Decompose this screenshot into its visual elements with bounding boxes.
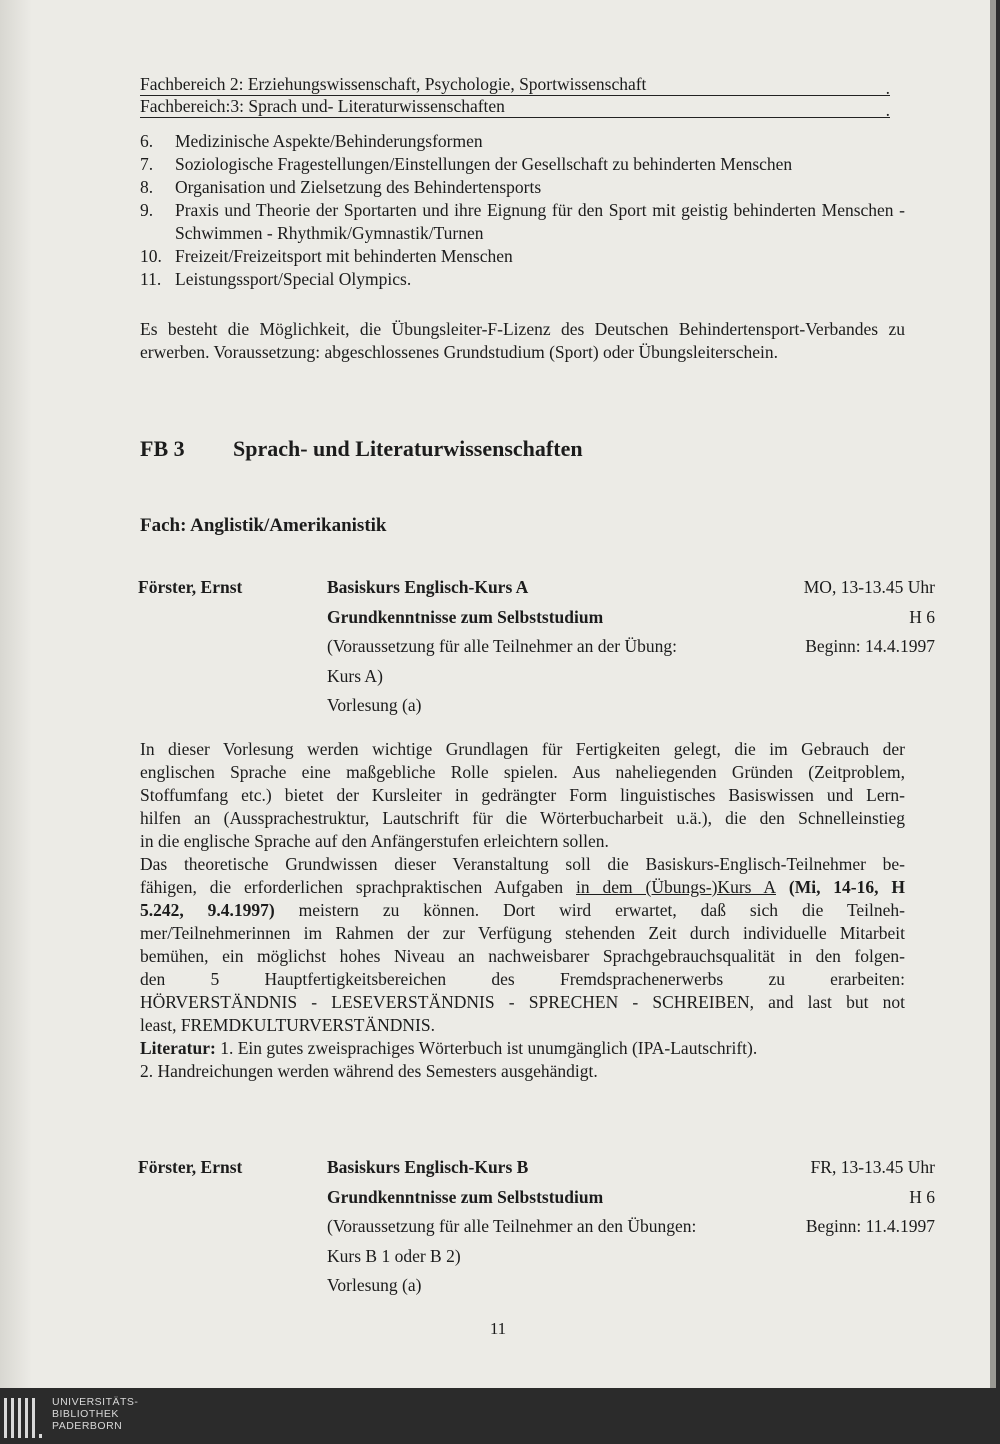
header-faculty-2 [140,73,890,96]
logo-line: UNIVERSITÄTS- [52,1396,139,1408]
list-item [140,245,905,268]
course-lecturer: Förster, Ernst [138,1157,243,1177]
course-start-date: Beginn: 14.4.1997 [805,636,935,656]
description-line: bemühen, ein möglichst hohes Niveau an nachweisbarer Sprachgebrauchsqualität in den folgen- [140,946,905,966]
list-item [140,199,905,245]
description-underlined: in dem (Übungs-)Kurs A [576,877,776,897]
list-text: Praxis und Theorie der Sportarten und ihre Eignung für den Sport mit geistig behinderten Menschen - Schwimmen - Rhythmik/Gymnastik/Turnen [175,200,905,243]
list-number: 9. [140,200,154,220]
page-number: 11 [489,1319,507,1338]
header-line-1-text: Fachbereich 2: Erziehungswissenschaft, Psychologie, Sportwissenschaft [140,74,647,94]
description-text: meistern zu können. Dort wird erwartet, daß sich die Teilneh- [274,900,906,920]
description-line: Das theoretische Grundwissen dieser Veranstaltung soll die Basiskurs-Englisch-Teilnehmer be- [140,854,905,874]
literature-line [140,1037,905,1060]
header-line-2-text: Fachbereich:3: Sprach und- Literaturwissenschaften [140,96,505,116]
uebungsleiter-paragraph: Es besteht die Möglichkeit, die Übungsleiter-F-Lizenz des Deutschen Behindertensport-Verbandes zu erwerben. Voraussetzung: abgeschlossenes Grundstudium (Sport) oder Übungsleiterschein. [140,319,905,362]
course-title: Basiskurs Englisch-Kurs A [327,577,529,597]
section-heading [140,436,583,462]
description-line: den 5 Hauptfertigkeitsbereichen des Fremdsprachenerwerbs zu erarbeiten: [140,969,905,989]
header-end-mark: . [885,100,890,120]
list-text: Soziologische Fragestellungen/Einstellungen der Gesellschaft zu behinderten Menschen [175,154,793,174]
literature-item: 1. Ein gutes zweisprachiges Wörterbuch ist unumgänglich (IPA-Lautschrift). [215,1038,758,1058]
course-room: H 6 [909,1186,935,1207]
course-prerequisite-cont: Kurs A) [327,665,383,686]
page-spine-shadow [0,0,32,1388]
list-item [140,176,905,199]
description-line: in die englische Sprache auf den Anfängerstufen erleichtern sollen. [140,831,609,851]
course-time: FR, 13-13.45 Uhr [810,1157,935,1177]
literature-label: Literatur: [140,1038,216,1058]
description-line: mer/Teilnehmerinnen im Rahmen der zur Verfügung stehenden Zeit durch individuelle Mitarbeit [140,923,905,943]
course-time: MO, 13-13.45 Uhr [803,577,935,597]
page-edge [990,0,996,1388]
description-line: In dieser Vorlesung werden wichtige Grundlagen für Fertigkeiten gelegt, die im Gebrauch der [140,739,905,759]
description-line: hilfen an (Aussprachestruktur, Lautschrift für die Wörterbucharbeit u.ä.), die den Schnelleinstieg [140,808,905,828]
list-text: Leistungssport/Special Olympics. [175,269,412,289]
course-description [140,738,905,1083]
section-title: Sprach- und Literaturwissenschaften [233,436,583,461]
description-bold: 5.242, 9.4.1997) [140,900,275,920]
course-type: Vorlesung (a) [327,1275,422,1295]
description-line: englischen Sprache eine maßgebliche Rolle spielen. Aus naheliegenden Gründen (Zeitproblem, [140,762,905,782]
section-code: FB 3 [140,436,185,461]
description-line [140,876,905,899]
list-text: Freizeit/Freizeitsport mit behinderten Menschen [175,246,513,266]
library-logo-icon [4,1398,42,1438]
course-title: Basiskurs Englisch-Kurs B [327,1157,529,1177]
list-number: 8. [140,177,154,197]
list-number: 11. [140,269,162,289]
course-prerequisite: (Voraussetzung für alle Teilnehmer an der Übung: [327,636,677,656]
description-text: fähigen, die erforderlichen sprachpraktischen Aufgaben [140,877,577,897]
course-entry [138,573,935,721]
logo-line: PADERBORN [52,1420,123,1432]
library-logo-text [52,1396,138,1432]
list-number: 10. [140,246,162,266]
course-subtitle: Grundkenntnisse zum Selbststudium [327,1186,604,1207]
library-logo [0,1392,200,1444]
description-line [140,899,905,922]
description-line: Stoffumfang etc.) bietet der Kursleiter in gedrängter Form linguistisches Basiswissen und Lern- [140,785,905,805]
course-room: H 6 [909,606,935,627]
course-prerequisite: (Voraussetzung für alle Teilnehmer an den Übungen: [327,1216,697,1236]
description-bold: (Mi, 14-16, H [776,877,905,897]
literature-item: 2. Handreichungen werden während des Semesters ausgehändigt. [140,1061,598,1081]
course-subtitle: Grundkenntnisse zum Selbststudium [327,606,604,627]
topic-list [140,130,905,291]
header-end-mark: . [885,78,890,98]
list-number: 6. [140,131,154,151]
list-text: Organisation und Zielsetzung des Behindertensports [175,177,542,197]
subject-heading: Fach: Anglistik/Amerikanistik [140,515,387,536]
list-number: 7. [140,154,154,174]
list-text: Medizinische Aspekte/Behinderungsformen [175,131,483,151]
header-faculty-3 [140,95,890,118]
list-item [140,130,905,153]
course-start-date: Beginn: 11.4.1997 [805,1216,935,1236]
course-entry [138,1153,935,1301]
list-item [140,153,905,176]
course-type: Vorlesung (a) [327,695,422,715]
logo-line: BIBLIOTHEK [52,1408,119,1420]
description-line: HÖRVERSTÄNDNIS - LESEVERSTÄNDNIS - SPRECHEN - SCHREIBEN, and last but not [140,992,905,1012]
list-item [140,268,905,291]
course-lecturer: Förster, Ernst [138,577,243,597]
course-prerequisite-cont: Kurs B 1 oder B 2) [327,1245,461,1266]
description-line: least, FREMDKULTURVERSTÄNDNIS. [140,1015,435,1035]
